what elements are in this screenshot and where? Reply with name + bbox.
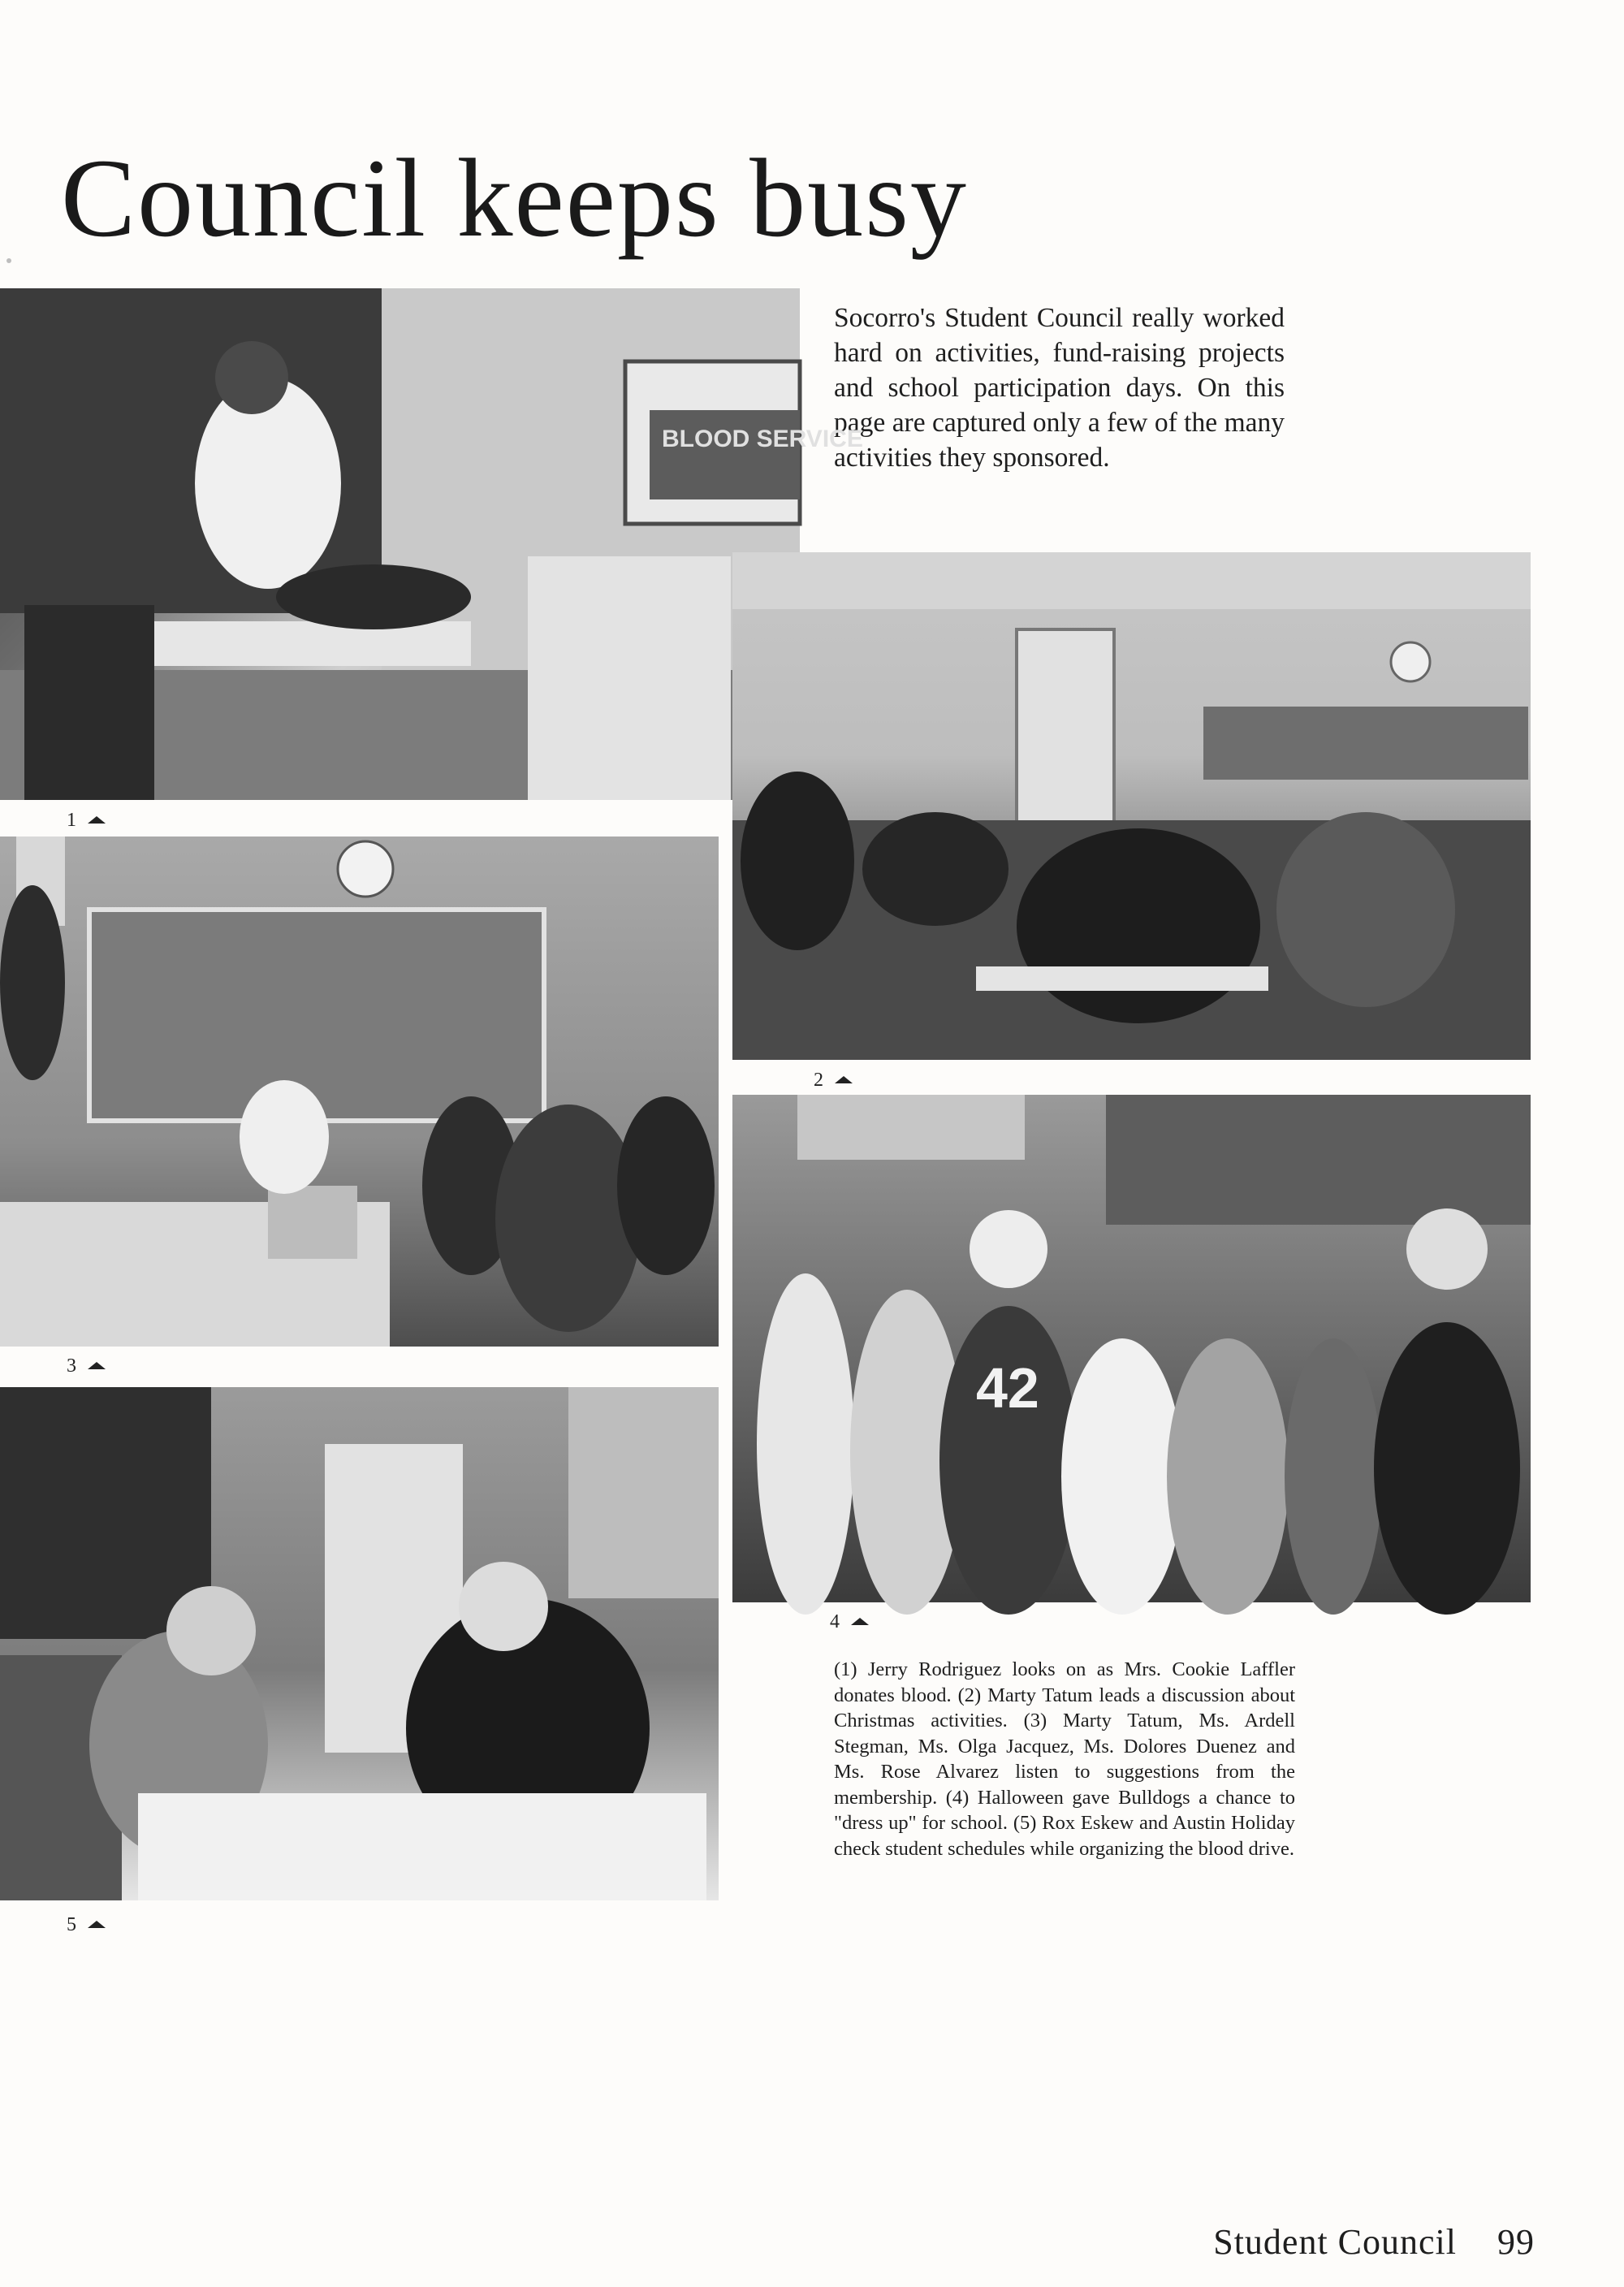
photo-3-scene — [0, 837, 719, 1347]
intro-paragraph: Socorro's Student Council really worked hard on activities, fund-raising projects and school participation days. On this page are captured only a few of the many activities they sponsored. — [834, 303, 1285, 473]
page-footer — [1213, 2221, 1535, 2263]
caret-up-icon — [88, 1921, 106, 1928]
photo-3-classroom — [0, 837, 719, 1347]
scan-speck — [6, 258, 11, 263]
caption-1: (1) Jerry Rodriguez looks on as Mrs. Cookie Laffler donates blood. — [834, 1658, 1295, 1706]
page-number: 99 — [1497, 2222, 1535, 2262]
caret-up-icon — [835, 1076, 853, 1083]
blood-service-sign: BLOOD SERVICE — [662, 426, 863, 452]
caret-up-icon — [851, 1618, 869, 1625]
photo-2-scene — [732, 552, 1531, 1060]
photo-4-halloween — [732, 1095, 1531, 1602]
photo-4-scene — [732, 1095, 1531, 1602]
photo-4-number: 4 — [830, 1612, 869, 1632]
photo-1-scene — [0, 288, 863, 800]
photo-2-meeting — [732, 552, 1531, 1060]
photo-1-blood-donation — [0, 288, 863, 800]
jersey-number: 42 — [976, 1356, 1039, 1420]
caption-5: (5) Rox Eskew and Austin Holiday check student schedules while organizing the blood drive. — [834, 1812, 1295, 1860]
caption-2: (2) Marty Tatum leads a discussion about Christmas activities. — [834, 1684, 1295, 1731]
page-title: Council keeps busy — [61, 136, 968, 260]
photo-5-scene — [0, 1387, 719, 1900]
photo-2-number: 2 — [814, 1070, 853, 1090]
caret-up-icon — [88, 816, 106, 824]
photo-5-schedules — [0, 1387, 719, 1900]
footer-section: Student Council — [1213, 2222, 1457, 2262]
photo-3-number: 3 — [67, 1356, 106, 1376]
photo-1-number: 1 — [67, 811, 106, 830]
caption-4: (4) Halloween gave Bulldogs a chance to "dress up" for school. — [834, 1786, 1295, 1834]
photo-5-number: 5 — [67, 1915, 106, 1935]
caret-up-icon — [88, 1362, 106, 1369]
photo-captions — [834, 1657, 1295, 1861]
caption-3: (3) Marty Tatum, Ms. Ardell Stegman, Ms. Olga Jacquez, Ms. Dolores Duenez and Ms. Rose Alvarez listen to suggestions from the membership. — [834, 1710, 1295, 1809]
